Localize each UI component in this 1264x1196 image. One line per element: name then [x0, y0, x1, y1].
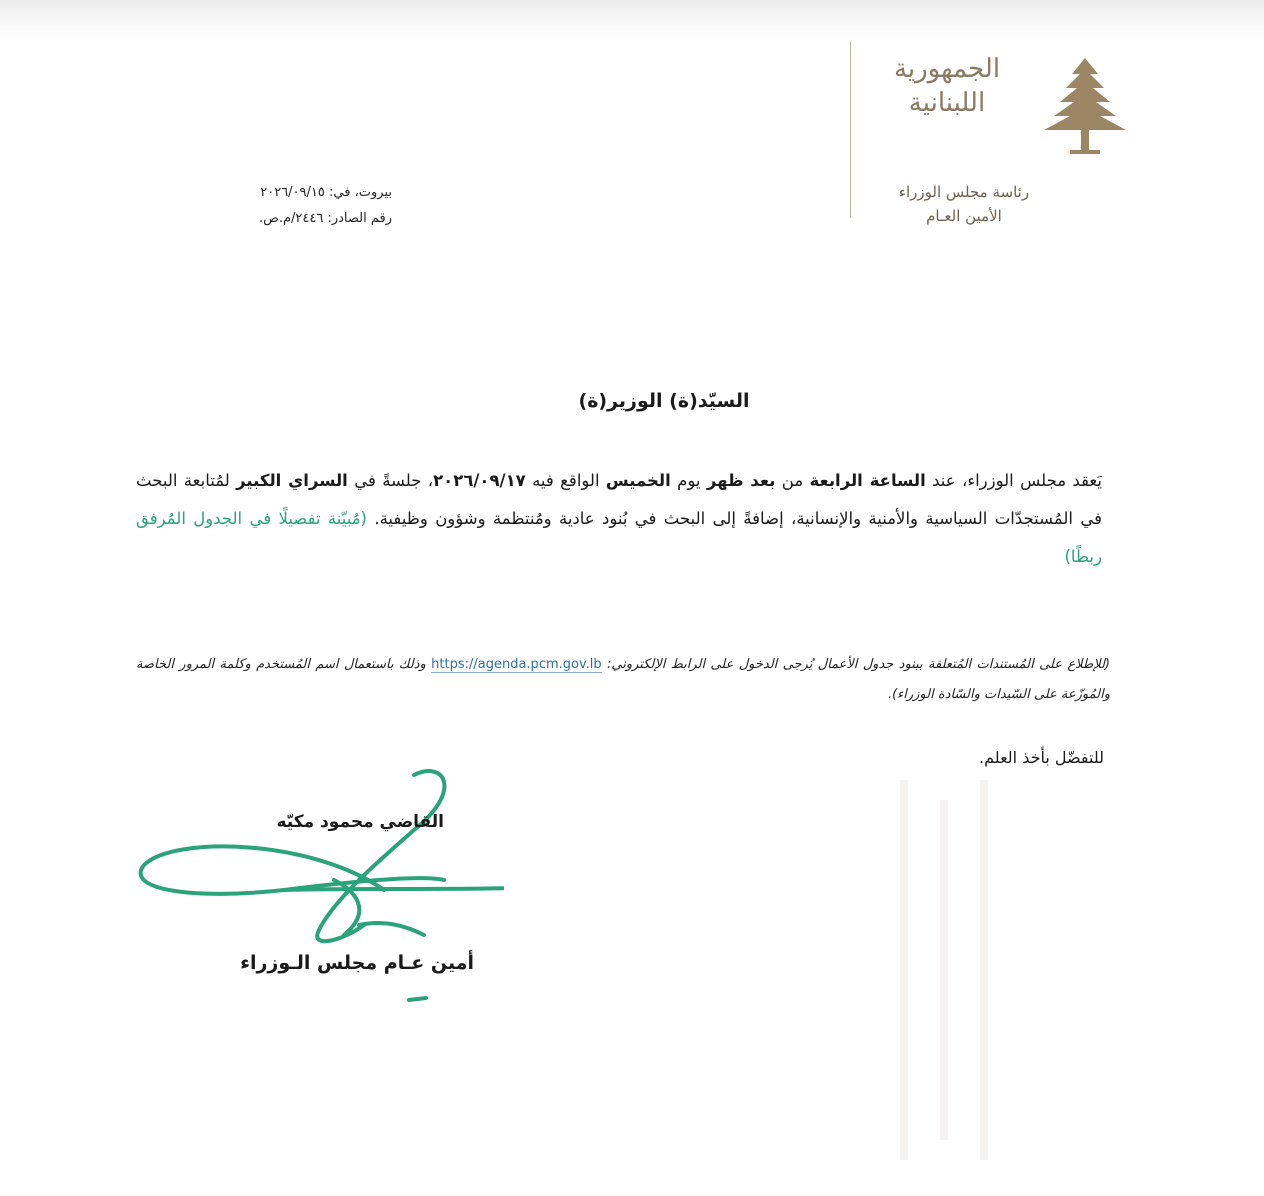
presidency-name: رئاسة مجلس الوزراء	[898, 183, 1030, 201]
office-name: الأمين العـام	[926, 207, 1002, 225]
letter-page	[44, 0, 1188, 1196]
agenda-link[interactable]: https://agenda.pcm.gov.lb	[431, 657, 602, 672]
attachment-note: (مُبيّنة تفصيلًا في الجدول المُرفق ربطًا)	[136, 509, 1102, 566]
body-bold-date: ٢٠٢٦/٠٩/١٧	[433, 471, 526, 490]
body-bold-afternoon: بعد ظهر	[706, 471, 776, 490]
body-text-4: الواقع فيه	[525, 471, 606, 490]
republic-title	[872, 52, 1022, 120]
salutation: السيّد(ة) الوزير(ة)	[578, 390, 750, 412]
reference-line: رقم الصادر: ٢٤٤٦/م.ص.	[258, 211, 392, 226]
body-text-5: ، جلسةً في	[347, 471, 434, 490]
signer-name: القاضي محمود مكيّه	[276, 812, 444, 832]
access-note-after: وذلك باستعمال اسم المُستخدم وكلمة المرور الخاصة والمُوزّعة على السّيدات والسّادة الوزراء).	[136, 657, 1110, 702]
emblem-watermark-icon	[864, 760, 1024, 1180]
republic-line-2: اللبنانية	[908, 88, 986, 118]
signer-role: أمين عـام مجلس الـوزراء	[240, 952, 474, 974]
body-text-2: من	[775, 471, 810, 490]
presidency-block	[884, 180, 1044, 228]
date-line: بيروت، في: ٢٠٢٦/٠٩/١٥	[260, 185, 392, 200]
letter-meta	[152, 180, 392, 232]
body-paragraph	[136, 462, 1102, 576]
body-text-6: لمُتابعة البحث في المُستجدّات السياسية والأمنية والإنسانية، إضافةً إلى البحث في بُنود عادية ومُنتظمة وشؤون وظيفية.	[136, 471, 1102, 528]
access-note	[136, 650, 1110, 710]
body-text-3: يوم	[670, 471, 707, 490]
access-note-before: (للإطلاع على المُستندات المُتعلقة ببنود جدول الأعمال يُرجى الدخول على الرابط الإلكتروني:	[601, 657, 1110, 672]
republic-line-1: الجمهورية	[893, 54, 1001, 84]
body-bold-venue: السراي الكبير	[236, 471, 348, 490]
handwritten-signature	[84, 740, 504, 1040]
letterhead	[840, 44, 1140, 244]
body-text-1: يَعقد مجلس الوزراء، عند	[925, 471, 1102, 490]
closing-line: للتفضّل بأخذ العلم.	[979, 748, 1104, 767]
cedar-tree-logo-icon	[1030, 54, 1140, 158]
body-bold-time: الساعة الرابعة	[809, 471, 926, 490]
body-bold-day: الخميس	[605, 471, 671, 490]
